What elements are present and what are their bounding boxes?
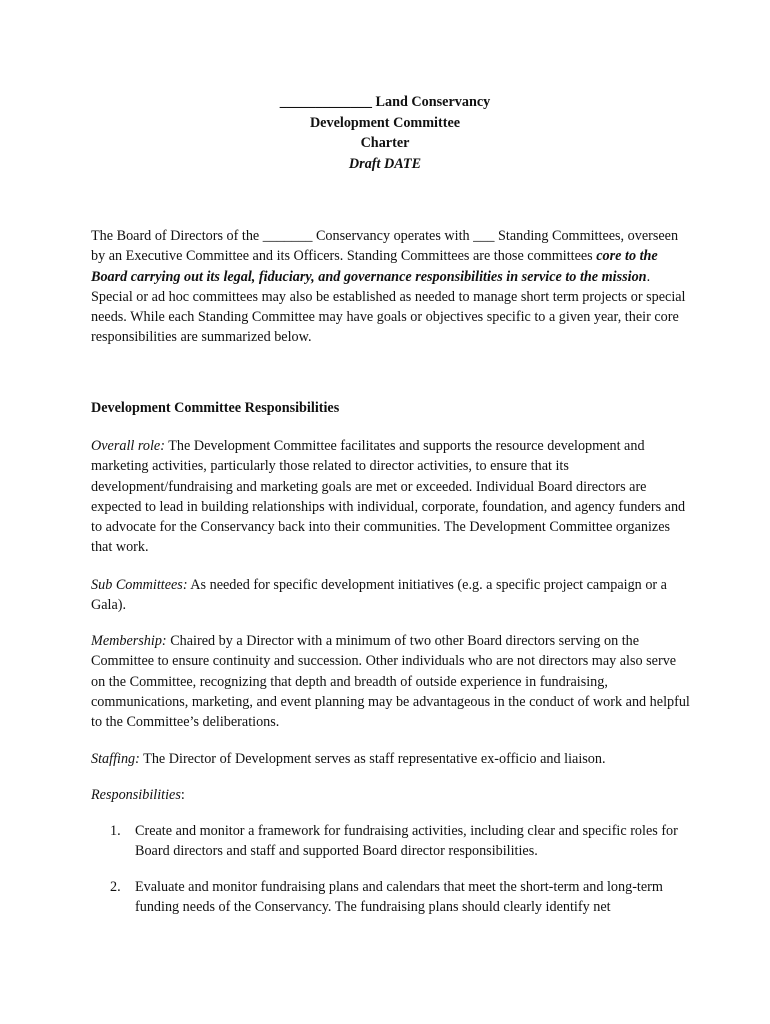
overall-role-paragraph — [91, 436, 691, 558]
responsibilities-colon: : — [180, 787, 185, 803]
membership-paragraph — [91, 631, 691, 732]
sub-committees-paragraph — [91, 575, 691, 616]
section-heading: Development Committee Responsibilities — [91, 400, 340, 416]
intro-paragraph — [91, 226, 691, 348]
intro-text-part2: . Special or ad hoc committees may also be established as needed to manage short term projects or special needs. While each Standing Committee may have goals or objectives specific to a given year, their core responsibilities are summarized below. — [91, 268, 686, 346]
membership-text: Chaired by a Director with a minimum of two other Board directors serving on the Committee to ensure continuity and succession. Other individuals who are not directors may also serve on the Committee, recognizing that depth and breadth of outside experience in fundraising, communications, marketing, and event planning may be advantageous in the conduct of work and helpful to the Committee’s deliberations. — [91, 633, 690, 731]
title-line-draft-date: Draft DATE — [348, 155, 422, 172]
title-line-charter: Charter — [360, 135, 410, 151]
staffing-paragraph — [91, 749, 691, 769]
list-item-number: 2. — [110, 879, 121, 895]
organization-name-blank: _____________ — [279, 94, 372, 110]
title-line-organization — [0, 92, 770, 113]
responsibilities-heading — [91, 785, 691, 805]
membership-label: Membership: — [91, 633, 167, 649]
sub-committees-label: Sub Committees: — [91, 577, 188, 593]
organization-name-text: Land Conservancy — [371, 94, 491, 110]
staffing-text: The Director of Development serves as staff representative ex-officio and liaison. — [139, 751, 606, 767]
sub-committees-text: As needed for specific development initiatives (e.g. a specific project campaign or a Gala). — [91, 577, 667, 614]
intro-emphasis: core to the Board carrying out its legal, fiduciary, and governance responsibilities in service to the mission — [91, 248, 658, 285]
list-item-text: Create and monitor a framework for fundraising activities, including clear and specific roles for Board directors and staff and supported Board director responsibilities. — [135, 823, 678, 860]
document-title-block — [0, 92, 770, 174]
list-item-number: 1. — [110, 823, 121, 839]
title-line-committee: Development Committee — [309, 114, 461, 131]
responsibilities-label: Responsibilities — [91, 787, 181, 803]
list-item-text: Evaluate and monitor fundraising plans and calendars that meet the short-term and long-term funding needs of the Conservancy. The fundraising plans should clearly identify net — [135, 879, 663, 916]
list-item — [110, 877, 680, 918]
overall-role-label: Overall role: — [91, 438, 165, 454]
intro-text-part1: The Board of Directors of the _______ Conservancy operates with ___ Standing Committees, overseen by an Executive Committee and its Officers. Standing Committees are those committees — [91, 228, 679, 265]
list-item — [110, 821, 680, 862]
overall-role-text: The Development Committee facilitates and supports the resource development and marketing activities, particularly those related to director activities, to ensure that its development/fundraising and marketing goals are met or exceeded. Individual Board directors are expected to lead in building relationships with individual, corporate, foundation, and agency funders and to advocate for the Conservancy back into their communities. The Development Committee organizes that work. — [91, 438, 686, 556]
staffing-label: Staffing: — [91, 751, 140, 767]
